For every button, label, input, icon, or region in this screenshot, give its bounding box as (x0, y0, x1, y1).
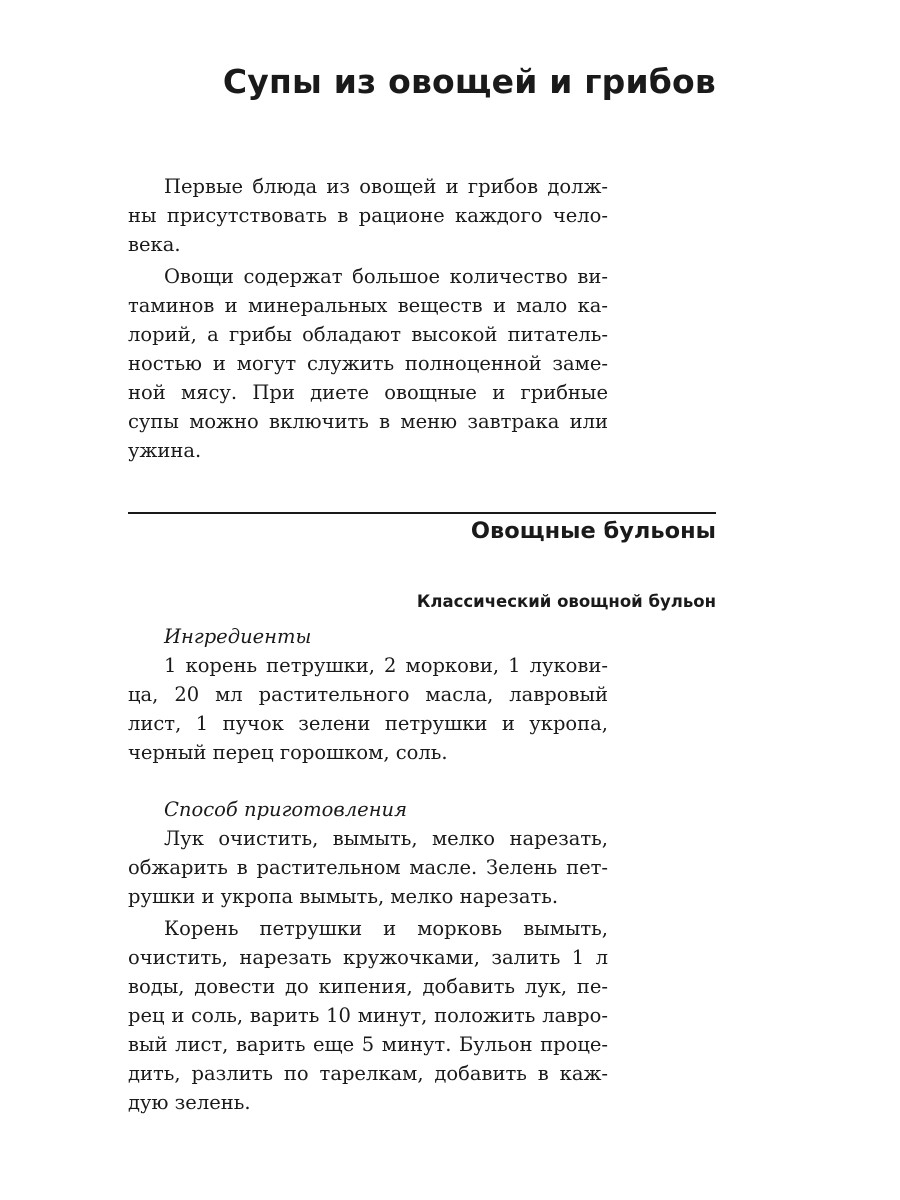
section-title: Овощные бульоны (470, 518, 716, 544)
chapter-title: Супы из овощей и грибов (222, 62, 716, 101)
recipe-body (128, 622, 608, 1117)
ingredients-text: 1 корень петрушки, 2 моркови, 1 луковица, 20 мл растительного масла, лавровый лист, 1 пучок зелени петрушки и укропа, черный перец горошком, соль. (128, 654, 608, 764)
section-divider (128, 512, 716, 514)
method-heading: Способ приготовления (164, 798, 408, 821)
method-paragraph: Корень петрушки и морковь вымыть, очистить, нарезать кружочками, залить 1 л воды, довести до кипения, добавить лук, перец и соль, варить 10 минут, положить лавровый лист, варить еще 5 минут. Бульон процедить, разлить по тарелкам, добавить в каждую зелень. (128, 917, 608, 1114)
book-page (128, 0, 716, 1200)
ingredients-heading: Ингредиенты (164, 625, 312, 648)
method-paragraph: Лук очистить, вымыть, мелко нарезать, обжарить в растительном масле. Зелень петрушки и укропа вымыть, мелко нарезать. (128, 827, 608, 908)
spacer (128, 767, 608, 795)
intro-paragraph: Овощи содержат большое количество витаминов и минеральных веществ и мало калорий, а грибы обладают высокой питательностью и могут служить полноценной заменой мясу. При диете овощные и грибные супы можно включить в меню завтрака или ужина. (128, 265, 608, 462)
intro-paragraph: Первые блюда из овощей и грибов должны присутствовать в рационе каждого человека. (128, 175, 608, 256)
recipe-title: Классический овощной бульон (416, 592, 716, 611)
intro-text (128, 172, 608, 465)
